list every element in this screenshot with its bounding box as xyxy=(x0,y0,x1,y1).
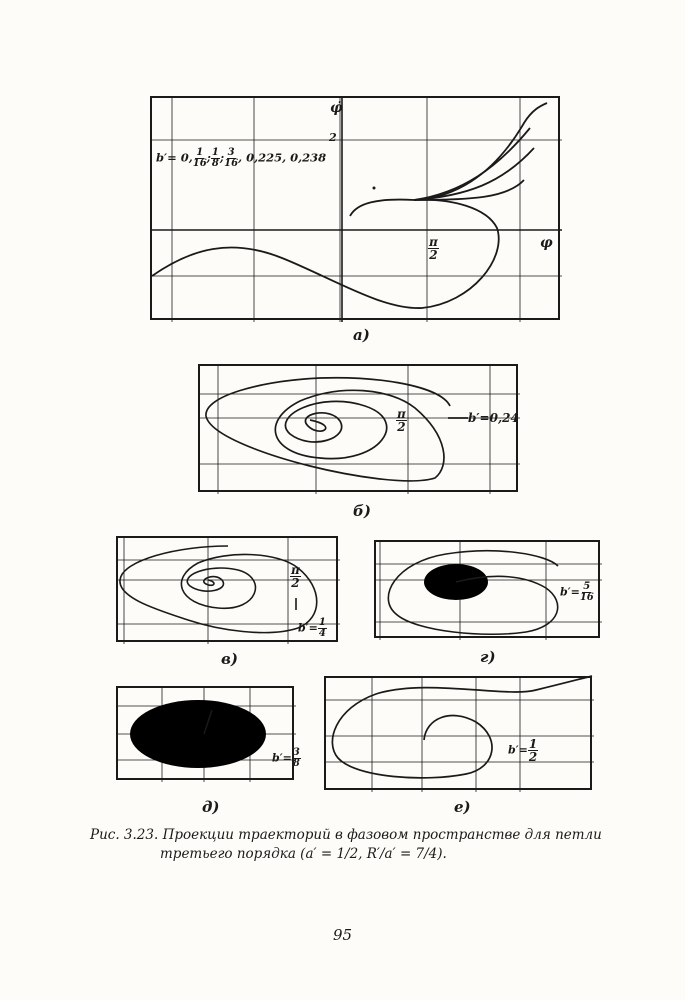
b-value-fraction: $\frac{3}{16}$ xyxy=(224,147,239,169)
panel-b-label: б) xyxy=(353,502,371,520)
panel-e xyxy=(324,676,592,790)
panel-v xyxy=(116,536,338,642)
pi-over-two-label-b: $\frac{\pi}{2}$ xyxy=(397,407,406,434)
panel-d-plot xyxy=(118,688,296,782)
panel-v-label: в) xyxy=(221,650,238,668)
b-value-fraction: $\frac{1}{8}$ xyxy=(211,147,219,169)
phi-dot-axis-label: φ̇ xyxy=(330,100,343,116)
panel-a-label: а) xyxy=(353,326,370,344)
panel-a-grid xyxy=(152,98,562,322)
caption-line-2: третьего порядка (a′ = 1/2, R′/a′ = 7/4). xyxy=(160,846,447,862)
panel-e-plot xyxy=(326,678,594,792)
b-value-text: ; xyxy=(219,150,225,165)
b-value-label-v: b′= $\frac{1}{4}$ xyxy=(298,617,326,639)
b-value-text: ; xyxy=(206,150,211,165)
panel-g xyxy=(374,540,600,638)
pi-over-two-label-v: $\frac{\pi}{2}$ xyxy=(291,563,300,590)
pi-over-two-label: $\frac{\pi}{2}$ xyxy=(429,235,438,262)
b-value-label-g: b′= $\frac{5}{16}$ xyxy=(560,581,594,603)
panel-e-label: е) xyxy=(454,798,471,816)
panel-b xyxy=(198,364,518,492)
page-number: 95 xyxy=(332,926,353,944)
phi-axis-label: φ xyxy=(540,235,553,251)
b-value-text: , 0,225, 0,238 xyxy=(238,150,327,165)
b-value-label-b: b′=0,24 xyxy=(468,411,519,425)
b-values-label: b′= 0, $\frac{1}{16}$ ; $\frac{1}{8}$ ; $\frac{3}{16}$ , 0,225, 0,238 xyxy=(156,147,327,169)
b-value-text: 0, xyxy=(180,150,193,165)
figure-caption xyxy=(90,826,650,864)
panel-d xyxy=(116,686,300,780)
panel-a xyxy=(150,96,560,320)
panel-d-label: д) xyxy=(202,798,220,816)
panel-a-trajectories xyxy=(152,103,547,308)
panel-a-plot xyxy=(152,98,562,322)
panel-a-dot xyxy=(373,187,376,190)
caption-line-1: Рис. 3.23. Проекции траекторий в фазовом пространстве для петли xyxy=(90,827,602,843)
panel-g-label: г) xyxy=(480,648,496,666)
panel-b-plot xyxy=(200,366,520,494)
b-value-label-d: b′= $\frac{3}{8}$ xyxy=(272,747,300,769)
b-value-label-e: b′= $\frac{1}{2}$ xyxy=(508,737,538,764)
b-value-fraction: $\frac{1}{16}$ xyxy=(192,147,207,169)
tick-two-label: 2 xyxy=(329,131,337,144)
